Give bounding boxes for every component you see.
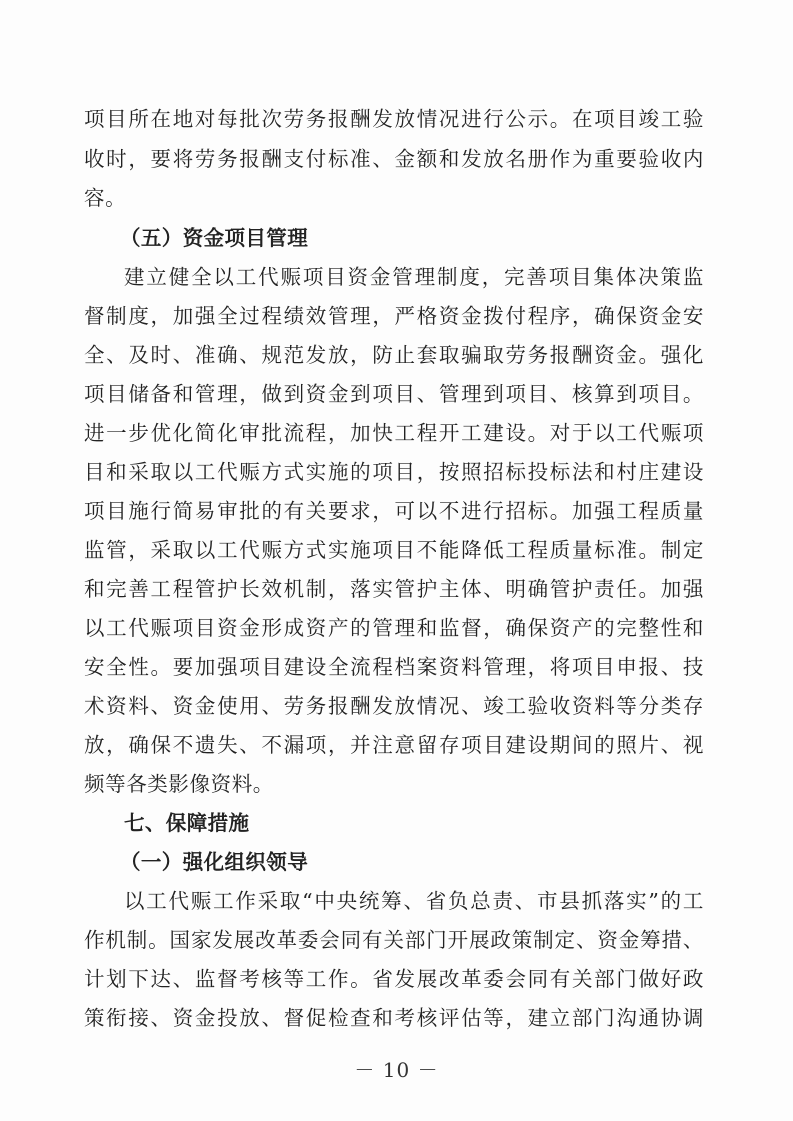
- paragraph-line: 和完善工程管护长效机制，落实管护主体、明确管护责任。加强: [84, 577, 704, 601]
- paragraph-line: 进一步优化简化审批流程，加快工程开工建设。对于以工代赈项: [84, 421, 704, 445]
- paragraph-line: 计划下达、监督考核等工作。省发展改革委会同有关部门做好政: [84, 967, 704, 991]
- paragraph-line: 全、及时、准确、规范发放，防止套取骗取劳务报酬资金。强化: [84, 343, 704, 367]
- paragraph-line: 项目施行简易审批的有关要求，可以不进行招标。加强工程质量: [84, 499, 704, 523]
- paragraph-line: 项目所在地对每批次劳务报酬发放情况进行公示。在项目竣工验: [84, 107, 704, 131]
- paragraph-line: 放，确保不遗失、不漏项，并注意留存项目建设期间的照片、视: [84, 733, 704, 757]
- paragraph-line: 收时，要将劳务报酬支付标准、金额和发放名册作为重要验收内: [84, 147, 704, 171]
- section-heading: （一）强化组织领导: [120, 850, 309, 874]
- paragraph-line: 以工代赈工作采取“中央统筹、省负总责、市县抓落实”的工: [124, 889, 704, 913]
- paragraph-line: 以工代赈项目资金形成资产的管理和监督，确保资产的完整性和: [84, 616, 704, 640]
- paragraph-line: 术资料、资金使用、劳务报酬发放情况、竣工验收资料等分类存: [84, 694, 704, 718]
- section-heading: （五）资金项目管理: [120, 226, 309, 250]
- page-number: － 10 －: [354, 1058, 439, 1082]
- paragraph-line: 目和采取以工代赈方式实施的项目，按照招标投标法和村庄建设: [84, 460, 704, 484]
- paragraph-line: 作机制。国家发展改革委会同有关部门开展政策制定、资金筹措、: [84, 928, 704, 952]
- paragraph-line: 容。: [84, 186, 127, 210]
- paragraph-line: 策衔接、资金投放、督促检查和考核评估等，建立部门沟通协调: [84, 1006, 704, 1030]
- chapter-heading: 七、保障措施: [124, 811, 250, 835]
- paragraph-line: 频等各类影像资料。: [84, 772, 274, 796]
- paragraph-line: 安全性。要加强项目建设全流程档案资料管理，将项目申报、技: [84, 655, 704, 679]
- paragraph-line: 监管，采取以工代赈方式实施项目不能降低工程质量标准。制定: [84, 538, 704, 562]
- paragraph-line: 建立健全以工代赈项目资金管理制度，完善项目集体决策监: [124, 265, 704, 289]
- paragraph-line: 项目储备和管理，做到资金到项目、管理到项目、核算到项目。: [84, 382, 704, 406]
- paragraph-line: 督制度，加强全过程绩效管理，严格资金拨付程序，确保资金安: [84, 304, 704, 328]
